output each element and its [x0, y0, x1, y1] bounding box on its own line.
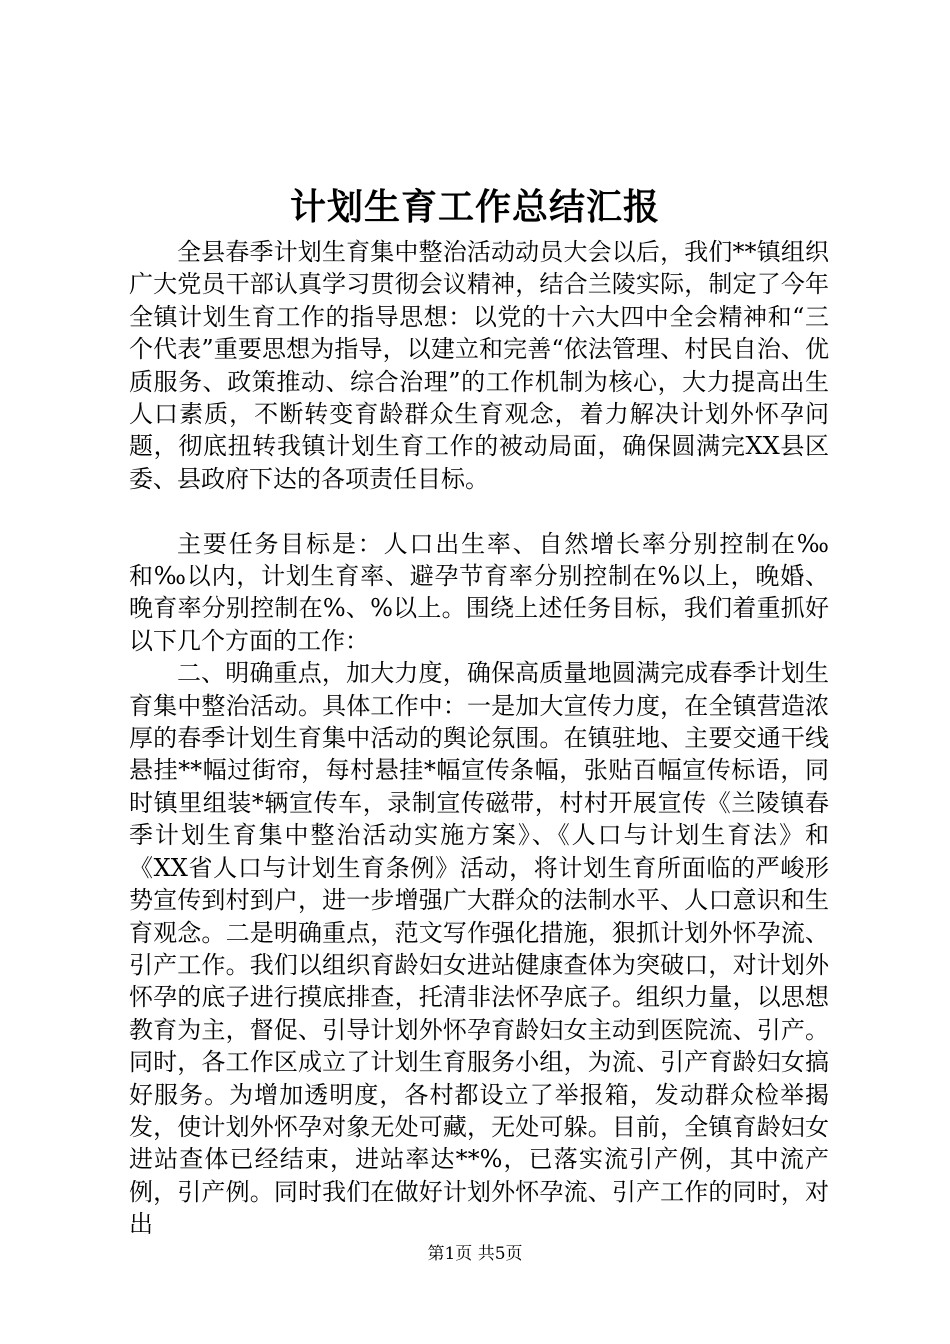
page-number-footer: 第1页 共5页	[427, 1244, 523, 1264]
document-body	[129, 236, 829, 1241]
paragraph-targets: 主要任务目标是：人口出生率、自然增长率分别控制在‰和‰以内，计划生育率、避孕节育率分别控制在%以上，晚婚、晚育率分别控制在%、%以上。围绕上述任务目标，我们着重抓好以下几个方面的工作：	[129, 529, 829, 655]
paragraph-section-two: 二、明确重点，加大力度，确保高质量地圆满完成春季计划生育集中整治活动。具体工作中：一是加大宣传力度，在全镇营造浓厚的春季计划生育集中活动的舆论氛围。在镇驻地、主要交通干线悬挂**幅过街帘，每村悬挂*幅宣传条幅，张贴百幅宣传标语，同时镇里组装*辆宣传车，录制宣传磁带，村村开展宣传《兰陵镇春季计划生育集中整治活动实施方案》、《人口与计划生育法》和《XX省人口与计划生育条例》活动，将计划生育所面临的严峻形势宣传到村到户，进一步增强广大群众的法制水平、人口意识和生育观念。二是明确重点，范文写作强化措施，狠抓计划外怀孕流、引产工作。我们以组织育龄妇女进站健康查体为突破口，对计划外怀孕的底子进行摸底排查，托清非法怀孕底子。组织力量，以思想教育为主，督促、引导计划外怀孕育龄妇女主动到医院流、引产。同时，各工作区成立了计划生育服务小组，为流、引产育龄妇女搞好服务。为增加透明度，各村都设立了举报箱，发动群众检举揭发，使计划外怀孕对象无处可藏，无处可躲。目前，全镇育龄妇女进站查体已经结束，进站率达**%，已落实流引产例，其中流产例，引产例。同时我们在做好计划外怀孕流、引产工作的同时，对出	[129, 659, 829, 1239]
paragraph-intro: 全县春季计划生育集中整治活动动员大会以后，我们**镇组织广大党员干部认真学习贯彻会议精神，结合兰陵实际，制定了今年全镇计划生育工作的指导思想：以党的十六大四中全会精神和“三个代表”重要思想为指导，以建立和完善“依法管理、村民自治、优质服务、政策推动、综合治理”的工作机制为核心，大力提高出生人口素质，不断转变育龄群众生育观念，着力解决计划外怀孕问题，彻底扭转我镇计划生育工作的被动局面，确保圆满完XX县区委、县政府下达的各项责任目标。	[129, 238, 829, 493]
document-title: 计划生育工作总结汇报	[289, 187, 660, 228]
